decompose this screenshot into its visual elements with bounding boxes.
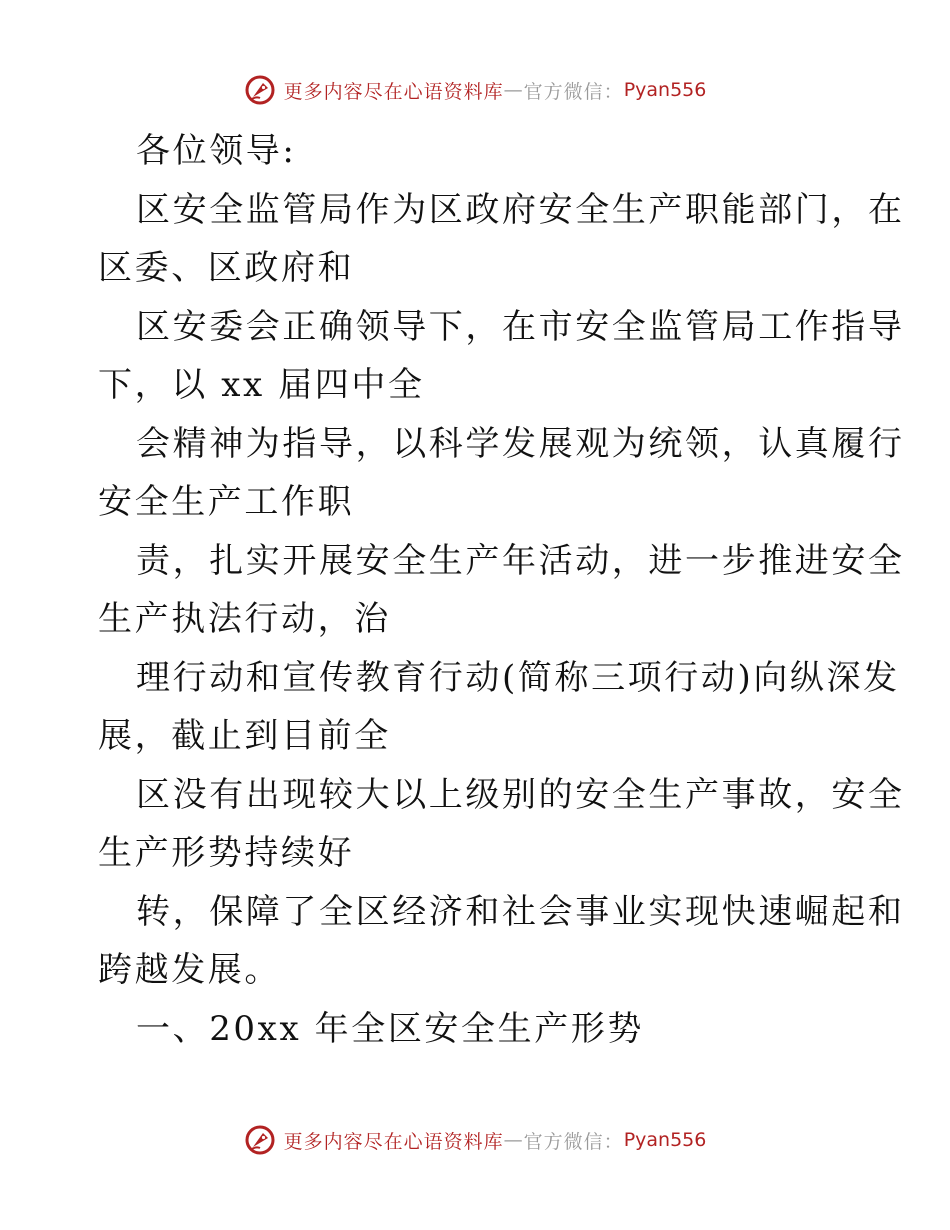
text-line: 展，截止到目前全 bbox=[98, 716, 391, 756]
section-heading: 一、20xx 年全区安全生产形势 bbox=[136, 1008, 645, 1049]
watermark-label: 官方微信： bbox=[523, 80, 624, 103]
text-line: 跨越发展。 bbox=[98, 950, 281, 990]
watermark-separator: — bbox=[503, 79, 524, 101]
watermark-wechat-id: Pyan556 bbox=[623, 1129, 707, 1151]
text-line: 会精神为指导，以科学发展观为统领，认真履行 bbox=[136, 423, 905, 464]
text-line: 区委、区政府和 bbox=[98, 248, 355, 288]
watermark-wechat-id: Pyan556 bbox=[623, 79, 707, 101]
watermark-site-text: 更多内容尽在心语资料库 bbox=[283, 1130, 504, 1153]
pen-nib-logo-icon bbox=[244, 1124, 276, 1156]
text-line: 区安委会正确领导下，在市安全监管局工作指导 bbox=[136, 306, 905, 347]
text-line: 下，以 xx 届四中全 bbox=[98, 365, 425, 405]
text-line: 区安全监管局作为区政府安全生产职能部门，在 bbox=[136, 189, 905, 230]
text-line: 生产执法行动，治 bbox=[98, 599, 391, 639]
footer-watermark bbox=[0, 1120, 950, 1160]
watermark-label: 官方微信： bbox=[523, 1130, 624, 1153]
text-line: 理行动和宣传教育行动(简称三项行动)向纵深发 bbox=[136, 657, 900, 698]
text-line: 区没有出现较大以上级别的安全生产事故，安全 bbox=[136, 774, 905, 815]
text-line: 转，保障了全区经济和社会事业实现快速崛起和 bbox=[136, 891, 905, 932]
text-line: 责，扎实开展安全生产年活动，进一步推进安全 bbox=[136, 540, 905, 581]
watermark-separator: — bbox=[503, 1129, 524, 1151]
text-line: 安全生产工作职 bbox=[98, 482, 355, 522]
text-line: 生产形势持续好 bbox=[98, 833, 355, 873]
header-watermark bbox=[0, 70, 950, 110]
document-body bbox=[98, 122, 905, 1058]
pen-nib-logo-icon bbox=[244, 74, 276, 106]
greeting-line: 各位领导: bbox=[136, 131, 297, 171]
watermark-site-text: 更多内容尽在心语资料库 bbox=[283, 80, 504, 103]
